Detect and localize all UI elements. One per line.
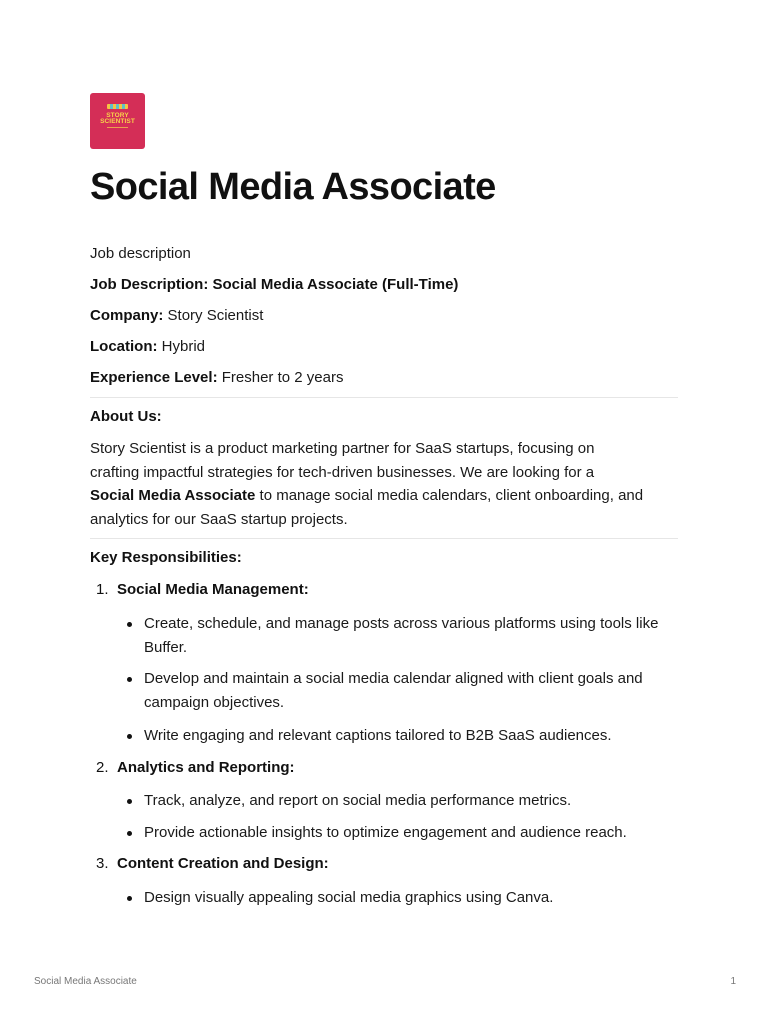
job-heading (90, 275, 458, 295)
location-value: Hybrid (161, 338, 206, 355)
bullet-item: Write engaging and relevant captions tailored to B2B SaaS audiences. (144, 724, 689, 748)
company-label: Company: (90, 307, 164, 324)
about-line-1: Story Scientist is a product marketing partner for SaaS startups, focusing on (90, 440, 595, 457)
bullet-item: Provide actionable insights to optimize engagement and audience reach. (144, 821, 689, 845)
about-line-3-bold: Social Media Associate (90, 487, 256, 504)
logo-text-line2: SCIENTIST (100, 118, 135, 125)
responsibilities-heading-text: Key Responsibilities: (90, 549, 242, 566)
subtitle: Job description (90, 245, 191, 262)
section-title: Analytics and Reporting: (117, 759, 295, 776)
company-value: Story Scientist (167, 307, 264, 324)
experience-label: Experience Level: (90, 369, 218, 386)
bullet-item: Create, schedule, and manage posts across various platforms using tools like Buffer. (144, 612, 689, 659)
experience-row (90, 368, 343, 388)
about-line-4: analytics for our SaaS startup projects. (90, 510, 348, 528)
experience-value: Fresher to 2 years (221, 369, 344, 386)
bullet-item: Track, analyze, and report on social media performance metrics. (144, 789, 689, 813)
section-number: 1. (96, 581, 109, 598)
responsibilities-heading (90, 548, 242, 568)
bullet-item: Design visually appealing social media graphics using Canva. (144, 886, 689, 910)
divider (90, 538, 678, 539)
logo-text-line1: STORY (106, 112, 129, 119)
logo-awning (107, 104, 128, 109)
section-heading (96, 854, 329, 874)
section-number: 3. (96, 855, 109, 872)
section-heading (96, 758, 295, 778)
about-line-2: crafting impactful strategies for tech-driven businesses. We are looking for a (90, 463, 595, 481)
about-paragraph (90, 437, 690, 531)
page-title: Social Media Associate (90, 166, 496, 208)
section-title: Social Media Management: (117, 581, 309, 598)
logo-underline (107, 127, 128, 128)
about-heading (90, 407, 162, 427)
section-heading (96, 580, 309, 600)
page-number: 1 (730, 976, 736, 987)
job-heading-text: Job Description: Social Media Associate (Full-Time) (90, 276, 459, 293)
location-label: Location: (90, 338, 158, 355)
section-number: 2. (96, 759, 109, 776)
about-line-3-rest: to manage social media calendars, client onboarding, and (255, 487, 644, 504)
divider (90, 397, 678, 398)
bullet-item: Develop and maintain a social media calendar aligned with client goals and campaign objectives. (144, 667, 689, 714)
location-row (90, 337, 205, 357)
section-title: Content Creation and Design: (117, 855, 329, 872)
footer-title: Social Media Associate (34, 976, 137, 987)
company-logo (90, 93, 145, 149)
company-row (90, 306, 263, 326)
about-heading-text: About Us: (90, 408, 162, 425)
